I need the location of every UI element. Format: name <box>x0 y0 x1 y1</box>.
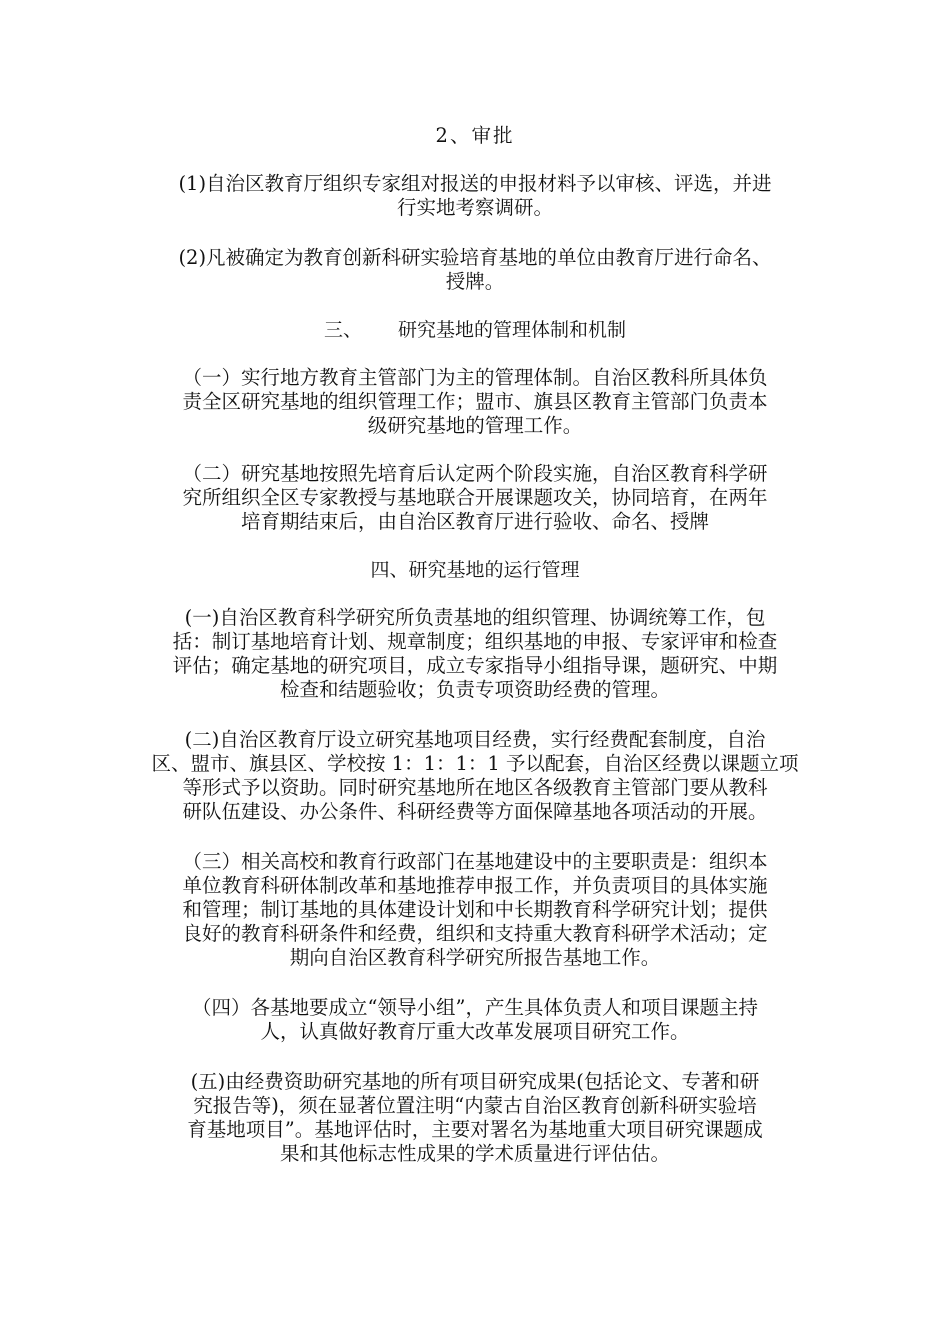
section-4-heading <box>138 558 812 582</box>
section-3-paragraph-1 <box>138 366 812 438</box>
section-4-paragraph-4 <box>138 996 812 1044</box>
text-line: 培育期结束后，由自治区教育厅进行验收、命名、授牌 <box>240 510 709 533</box>
text-line: (二)自治区教育厅设立研究基地项目经费，实行经费配套制度，自治 <box>184 728 766 751</box>
section-4-paragraph-2 <box>138 728 812 824</box>
section-3-heading-line <box>138 318 812 342</box>
text-line: （三）相关高校和教育行政部门在基地建设中的主要职责是：组织本 <box>182 850 768 873</box>
section-3-heading <box>138 318 812 342</box>
text-line: （一）实行地方教育主管部门为主的管理体制。自治区教科所具体负 <box>182 366 768 389</box>
section-3-title: 研究基地的管理体制和机制 <box>398 319 627 341</box>
approval-heading-text: 2、审批 <box>435 124 515 147</box>
text-line: 等形式予以资助。同时研究基地所在地区各级教育主管部门要从教科 <box>182 776 768 799</box>
text-line: 授牌。 <box>445 270 505 293</box>
text-line: 和管理；制订基地的具体建设计划和中长期教育科学研究计划；提供 <box>182 898 768 921</box>
text-line: (2)凡被确定为教育创新科研实验培育基地的单位由教育厅进行命名、 <box>178 246 772 269</box>
section-4-paragraph-3 <box>138 850 812 970</box>
text-line: 检查和结题验收；负责专项资助经费的管理。 <box>279 678 670 701</box>
section-3-paragraph-2 <box>138 462 812 534</box>
text-line: 良好的教育科研条件和经费，组织和支持重大教育科研学术活动；定 <box>182 922 768 945</box>
section-4-paragraph-1 <box>138 606 812 702</box>
text-line: (五)由经费资助研究基地的所有项目研究成果(包括论文、专著和研 <box>190 1070 760 1093</box>
approval-paragraph-1 <box>138 172 812 220</box>
approval-paragraph-2 <box>138 246 812 294</box>
text-line: 级研究基地的管理工作。 <box>367 414 583 437</box>
text-line: 行实地考察调研。 <box>396 196 553 219</box>
text-line: 期向自治区教育科学研究所报告基地工作。 <box>289 946 661 969</box>
text-line: 括：制订基地培育计划、规章制度；组织基地的申报、专家评审和检查 <box>172 630 778 653</box>
text-line: 究所组织全区专家教授与基地联合开展课题攻关，协同培育，在两年 <box>182 486 768 509</box>
text-line: (一)自治区教育科学研究所负责基地的组织管理、协调统筹工作，包 <box>184 606 766 629</box>
approval-heading <box>138 124 812 148</box>
text-line: 研队伍建设、办公条件、科研经费等方面保障基地各项活动的开展。 <box>182 800 768 823</box>
section-4-paragraph-5 <box>138 1070 812 1166</box>
text-line: （四）各基地要成立“领导小组”，产生具体负责人和项目课题主持 <box>192 996 758 1019</box>
section-4-title: 四、研究基地的运行管理 <box>370 559 580 581</box>
text-line: 果和其他标志性成果的学术质量进行评估估。 <box>279 1142 670 1165</box>
text-line: 单位教育科研体制改革和基地推荐申报工作，并负责项目的具体实施 <box>182 874 768 897</box>
text-line: 人，认真做好教育厅重大改革发展项目研究工作。 <box>260 1020 690 1043</box>
text-line: 育基地项目”。基地评估时，主要对署名为基地重大项目研究课题成 <box>187 1118 763 1141</box>
section-3-number: 三、 <box>323 319 362 341</box>
text-line: 区、盟市、旗县区、学校按 1：1：1：1 予以配套，自治区经费以课题立项 <box>151 752 799 775</box>
text-line: （二）研究基地按照先培育后认定两个阶段实施，自治区教育科学研 <box>182 462 768 485</box>
text-line: 评估；确定基地的研究项目，成立专家指导小组指导课，题研究、中期 <box>172 654 778 677</box>
text-line: 责全区研究基地的组织管理工作；盟市、旗县区教育主管部门负责本 <box>182 390 768 413</box>
text-line: (1)自治区教育厅组织专家组对报送的申报材料予以审核、评选，并进 <box>178 172 772 195</box>
text-line: 究报告等)，须在显著位置注明“内蒙古自治区教育创新科研实验培 <box>193 1094 757 1117</box>
